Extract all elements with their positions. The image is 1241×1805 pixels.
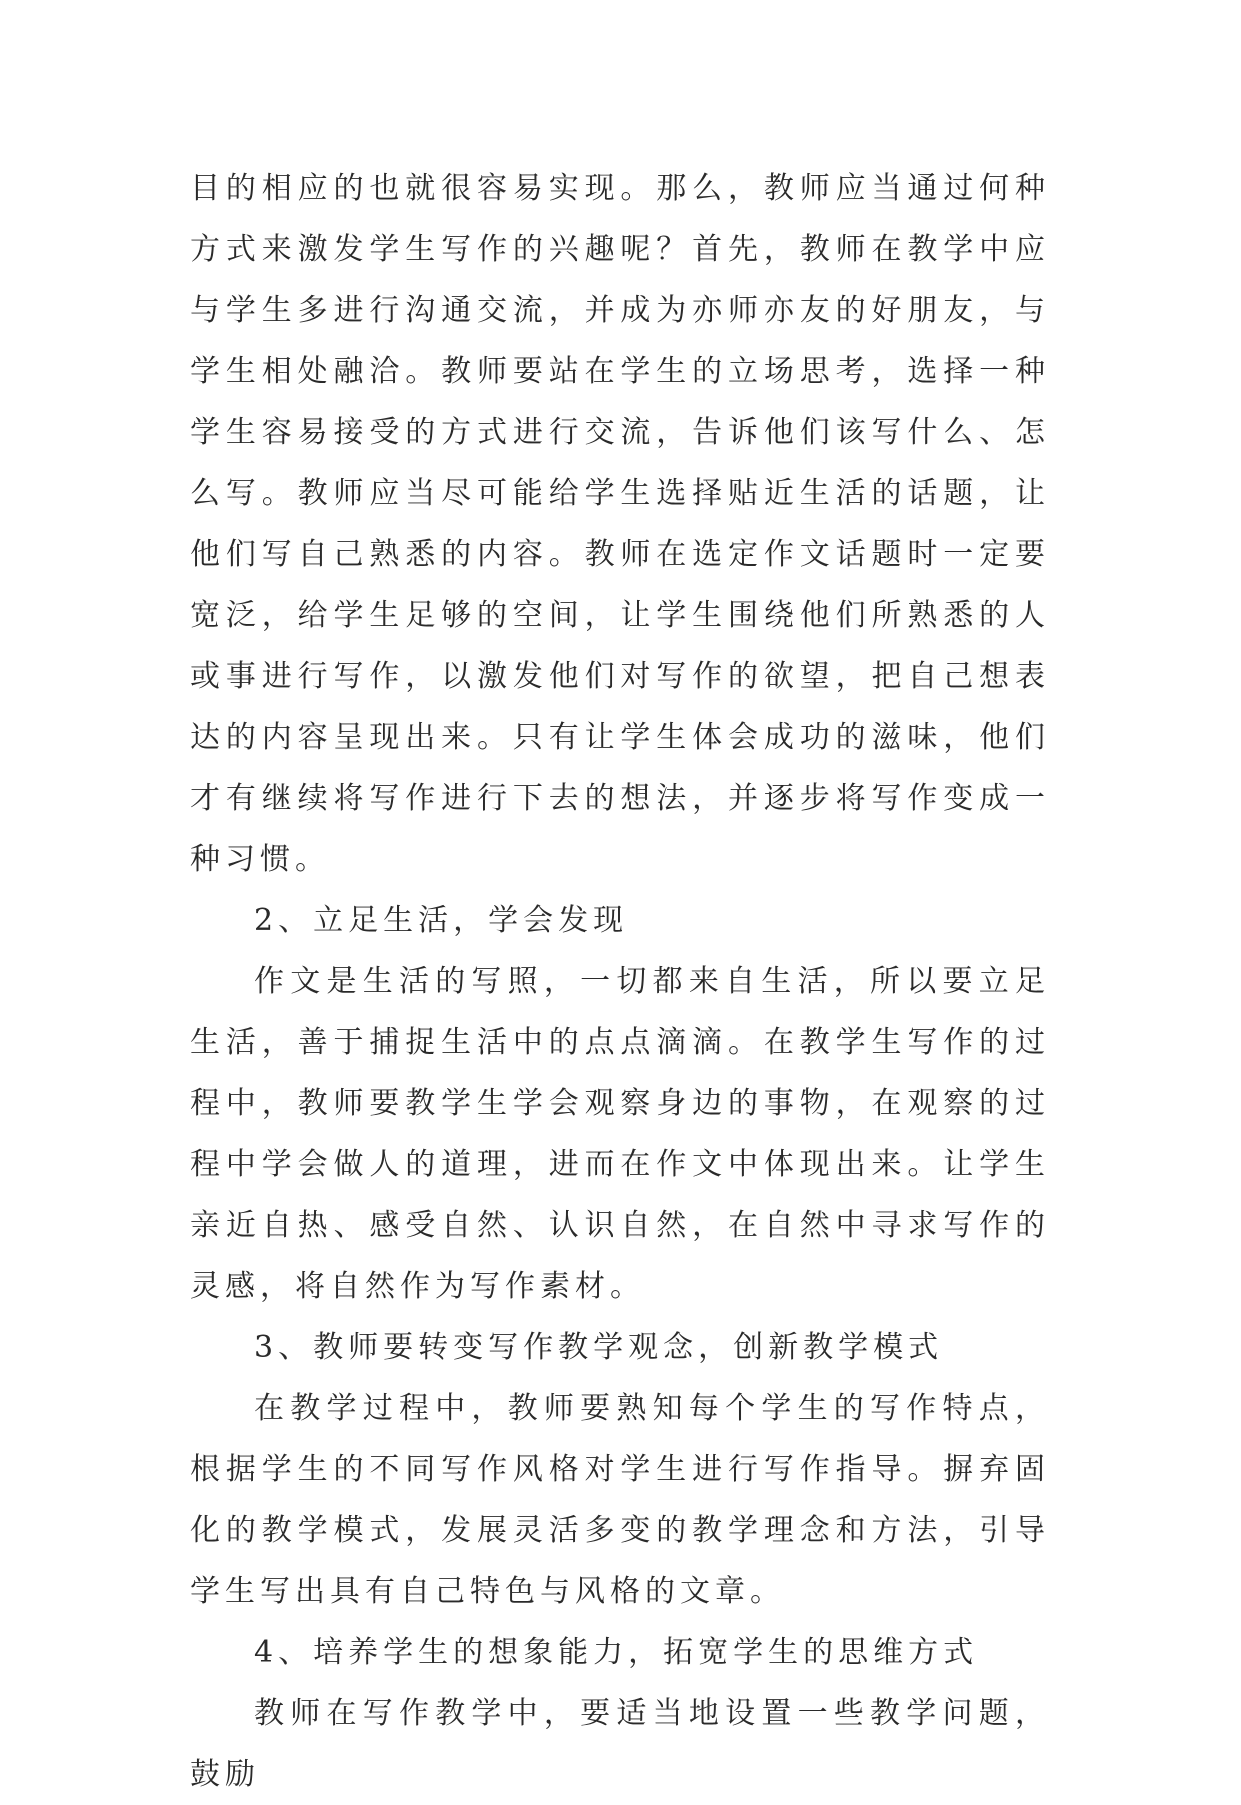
body-paragraph: 作文是生活的写照，一切都来自生活，所以要立足生活，善于捕捉生活中的点点滴滴。在教学生写作的过程中，教师要教学生学会观察身边的事物，在观察的过程中学会做人的道理，进而在作文中体现出来。让学生亲近自热、感受自然、认识自然，在自然中寻求写作的灵感，将自然作为写作素材。 xyxy=(190,964,1050,1304)
body-paragraph: 在教学过程中，教师要熟知每个学生的写作特点，根据学生的不同写作风格对学生进行写作指导。摒弃固化的教学模式，发展灵活多变的教学理念和方法，引导学生写出具有自己特色与风格的文章。 xyxy=(190,1391,1050,1609)
section-heading: 2、立足生活，学会发现 xyxy=(254,903,629,938)
section-heading: 3、教师要转变写作教学观念，创新教学模式 xyxy=(254,1330,944,1365)
body-paragraph: 教师在写作教学中，要适当地设置一些教学问题，鼓励 xyxy=(190,1696,1050,1792)
body-paragraph: 目的相应的也就很容易实现。那么，教师应当通过何种方式来激发学生写作的兴趣呢？首先，教师在教学中应与学生多进行沟通交流，并成为亦师亦友的好朋友，与学生相处融洽。教师要站在学生的立场思考，选择一种学生容易接受的方式进行交流，告诉他们该写什么、怎么写。教师应当尽可能给学生选择贴近生活的话题，让他们写自己熟悉的内容。教师在选定作文话题时一定要宽泛，给学生足够的空间，让学生围绕他们所熟悉的人或事进行写作，以激发他们对写作的欲望，把自己想表达的内容呈现出来。只有让学生体会成功的滋味，他们才有继续将写作进行下去的想法，并逐步将写作变成一种习惯。 xyxy=(190,171,1050,877)
section-heading: 4、培养学生的想象能力，拓宽学生的思维方式 xyxy=(254,1635,979,1670)
document-page xyxy=(190,158,1050,1805)
